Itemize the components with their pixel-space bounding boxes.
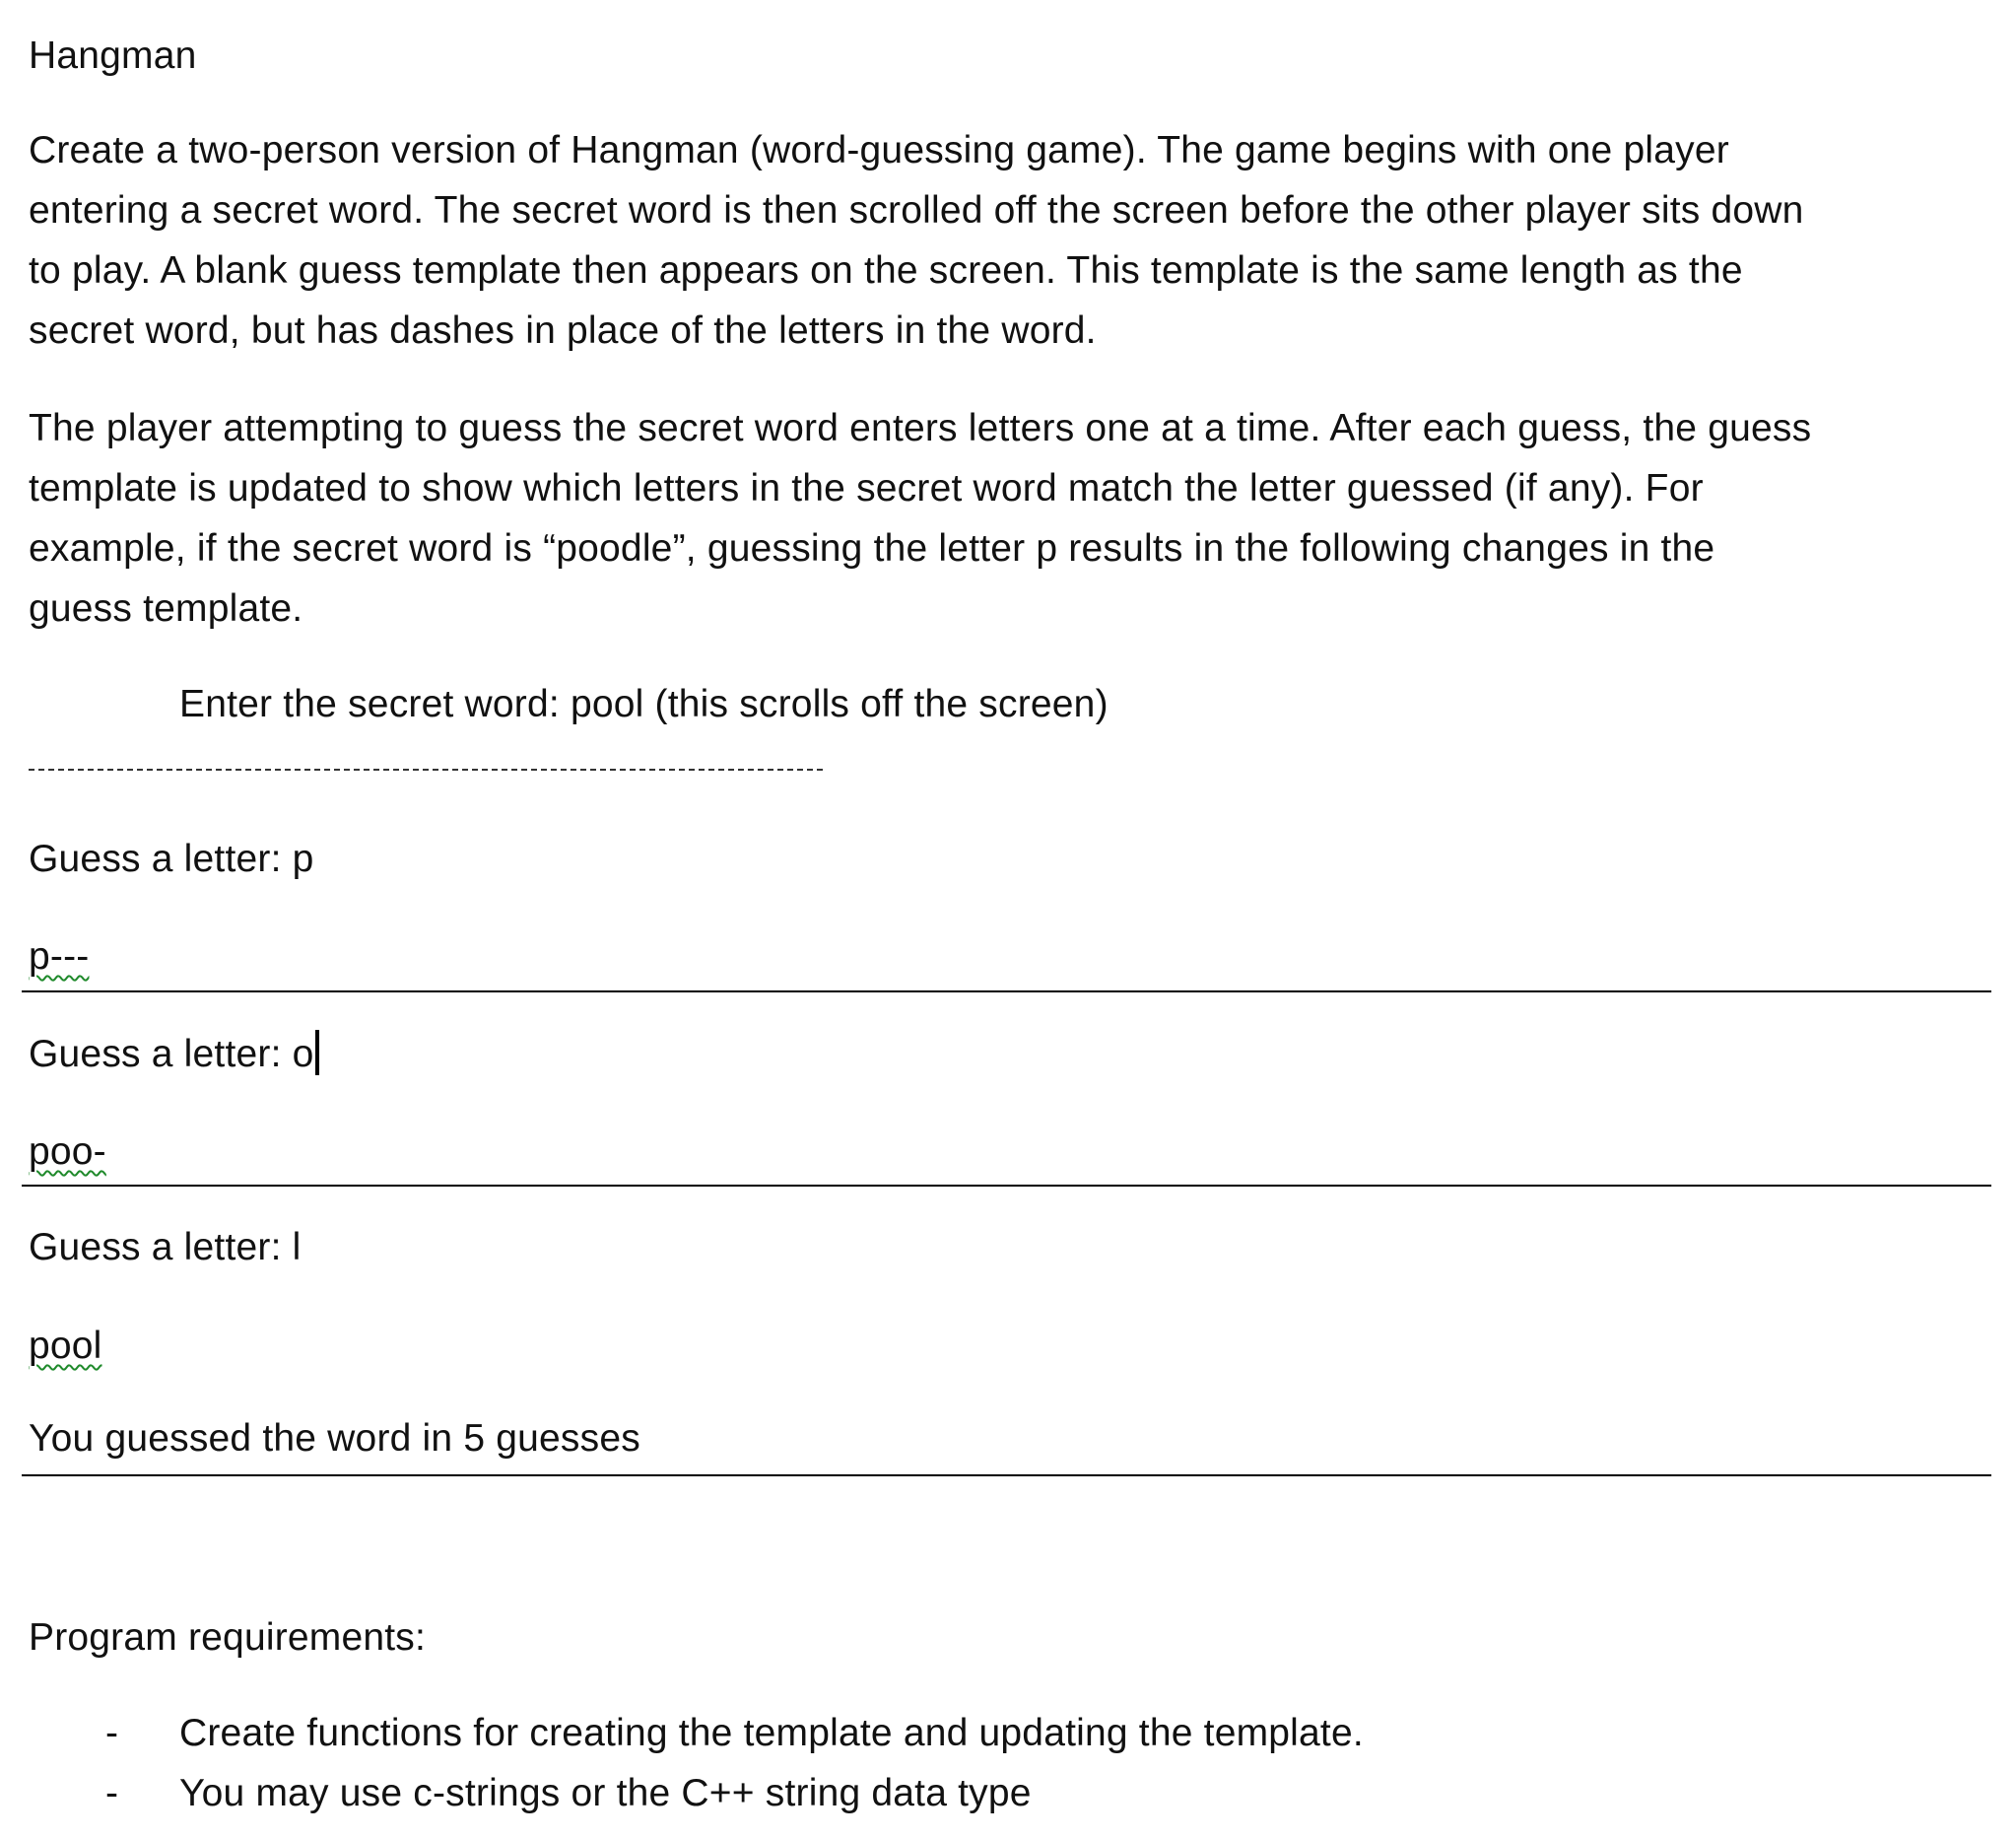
dashed-separator [29,769,823,771]
intro-line-2: entering a secret word. The secret word is then scrolled off the screen before the other player sits down [29,189,1804,232]
guess-prompt-2-text: Guess a letter: o [29,1033,314,1075]
secret-word-prompt: Enter the secret word: pool (this scrolls off the screen) [179,683,1109,725]
horizontal-rule-2 [22,1185,1991,1187]
bullet-marker-2: - [105,1772,118,1814]
rules-line-3: example, if the secret word is “poodle”, guessing the letter p results in the following changes in the [29,527,1715,570]
rules-line-4: guess template. [29,587,303,630]
rules-line-2: template is updated to show which letters in the secret word match the letter guessed (if any). For [29,467,1704,510]
guess-template-1 [29,932,89,982]
horizontal-rule-1 [22,990,1991,992]
guess-template-3 [29,1322,102,1371]
rules-line-1: The player attempting to guess the secret word enters letters one at a time. After each guess, the guess [29,407,1812,449]
intro-line-1: Create a two-person version of Hangman (word-guessing game). The game begins with one player [29,129,1729,171]
template-text-2: poo- [29,1130,106,1173]
guess-prompt-2 [29,1030,319,1079]
result-message: You guessed the word in 5 guesses [29,1417,640,1460]
intro-line-4: secret word, but has dashes in place of the letters in the word. [29,309,1097,352]
template-text-3: pool [29,1325,102,1367]
template-text-1: p--- [29,935,90,978]
requirement-item-2: You may use c-strings or the C++ string data type [179,1772,1032,1814]
intro-line-3: to play. A blank guess template then appears on the screen. This template is the same length as the [29,249,1743,292]
guess-template-2 [29,1127,106,1177]
requirement-item-1: Create functions for creating the template and updating the template. [179,1712,1364,1754]
requirements-heading: Program requirements: [29,1616,427,1659]
horizontal-rule-3 [22,1474,1991,1476]
document-title: Hangman [29,34,197,77]
guess-prompt-1: Guess a letter: p [29,838,314,880]
bullet-marker-1: - [105,1712,118,1754]
text-cursor [315,1030,319,1075]
guess-prompt-3: Guess a letter: l [29,1226,302,1268]
